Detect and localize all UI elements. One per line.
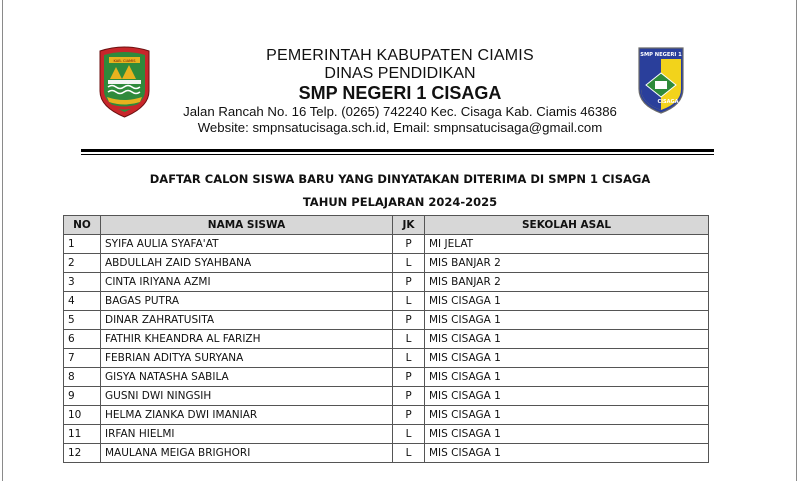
cell-no: 4 <box>64 292 101 311</box>
cell-nama: CINTA IRIYANA AZMI <box>101 273 393 292</box>
cell-nama: SYIFA AULIA SYAFA'AT <box>101 235 393 254</box>
cell-no: 10 <box>64 406 101 425</box>
student-table <box>63 215 709 463</box>
cell-jk: P <box>393 387 425 406</box>
cell-jk: L <box>393 254 425 273</box>
cell-nama: ABDULLAH ZAID SYAHBANA <box>101 254 393 273</box>
cell-nama: GISYA NATASHA SABILA <box>101 368 393 387</box>
cell-no: 12 <box>64 444 101 463</box>
cell-asal: MIS CISAGA 1 <box>425 406 709 425</box>
table-row <box>64 311 709 330</box>
cell-no: 9 <box>64 387 101 406</box>
government-name: PEMERINTAH KABUPATEN CIAMIS <box>266 47 534 64</box>
cell-jk: P <box>393 368 425 387</box>
cell-jk: P <box>393 273 425 292</box>
table-row <box>64 387 709 406</box>
cell-jk: L <box>393 292 425 311</box>
cell-no: 6 <box>64 330 101 349</box>
school-address: Jalan Rancah No. 16 Telp. (0265) 742240 Kec. Cisaga Kab. Ciamis 46386 <box>183 104 617 119</box>
cell-no: 7 <box>64 349 101 368</box>
table-row <box>64 349 709 368</box>
cell-asal: MIS CISAGA 1 <box>425 425 709 444</box>
cell-no: 1 <box>64 235 101 254</box>
cell-asal: MIS CISAGA 1 <box>425 311 709 330</box>
cell-asal: MIS CISAGA 1 <box>425 368 709 387</box>
cell-asal: MI JELAT <box>425 235 709 254</box>
cell-nama: IRFAN HIELMI <box>101 425 393 444</box>
table-row <box>64 368 709 387</box>
title-line-2: TAHUN PELAJARAN 2024-2025 <box>302 195 498 209</box>
cell-asal: MIS CISAGA 1 <box>425 444 709 463</box>
kabupaten-ciamis-crest <box>96 45 153 119</box>
crest-bottom-text: CISAGA <box>657 99 679 105</box>
school-contact: Website: smpnsatucisaga.sch.id, Email: smpnsatucisaga@gmail.com <box>197 120 603 135</box>
table-row <box>64 292 709 311</box>
letterhead-divider-thin <box>81 154 714 155</box>
header-sekolah-asal: SEKOLAH ASAL <box>425 216 709 235</box>
cell-jk: L <box>393 444 425 463</box>
cell-asal: MIS CISAGA 1 <box>425 349 709 368</box>
cell-jk: P <box>393 406 425 425</box>
cell-nama: FATHIR KHEANDRA AL FARIZH <box>101 330 393 349</box>
table-row <box>64 330 709 349</box>
cell-jk: L <box>393 425 425 444</box>
header-no: NO <box>64 216 101 235</box>
cell-asal: MIS CISAGA 1 <box>425 330 709 349</box>
letterhead <box>150 46 650 136</box>
cell-jk: L <box>393 349 425 368</box>
cell-no: 11 <box>64 425 101 444</box>
title-line-1: DAFTAR CALON SISWA BARU YANG DINYATAKAN DITERIMA DI SMPN 1 CISAGA <box>149 172 651 186</box>
table-row <box>64 273 709 292</box>
cell-jk: L <box>393 330 425 349</box>
agency-name: DINAS PENDIDIKAN <box>324 65 476 82</box>
cell-nama: HELMA ZIANKA DWI IMANIAR <box>101 406 393 425</box>
document-title <box>100 168 700 214</box>
cell-nama: FEBRIAN ADITYA SURYANA <box>101 349 393 368</box>
cell-jk: P <box>393 235 425 254</box>
cell-nama: BAGAS PUTRA <box>101 292 393 311</box>
table-row <box>64 254 709 273</box>
cell-asal: MIS CISAGA 1 <box>425 387 709 406</box>
cell-no: 8 <box>64 368 101 387</box>
cell-no: 3 <box>64 273 101 292</box>
table-row <box>64 425 709 444</box>
crest-top-text: SMP NEGERI 1 <box>640 52 682 58</box>
cell-nama: GUSNI DWI NINGSIH <box>101 387 393 406</box>
crest-label: KAB. CIAMIS <box>113 58 136 63</box>
cell-asal: MIS BANJAR 2 <box>425 254 709 273</box>
header-nama-siswa: NAMA SISWA <box>101 216 393 235</box>
cell-nama: DINAR ZAHRATUSITA <box>101 311 393 330</box>
cell-nama: MAULANA MEIGA BRIGHORI <box>101 444 393 463</box>
header-jk: JK <box>393 216 425 235</box>
table-row <box>64 235 709 254</box>
school-name: SMP NEGERI 1 CISAGA <box>298 83 502 103</box>
letterhead-divider-thick <box>81 149 714 152</box>
cell-asal: MIS CISAGA 1 <box>425 292 709 311</box>
cell-no: 2 <box>64 254 101 273</box>
cell-asal: MIS BANJAR 2 <box>425 273 709 292</box>
cell-jk: P <box>393 311 425 330</box>
table-header-row <box>64 216 709 235</box>
table-row <box>64 444 709 463</box>
table-row <box>64 406 709 425</box>
cell-no: 5 <box>64 311 101 330</box>
